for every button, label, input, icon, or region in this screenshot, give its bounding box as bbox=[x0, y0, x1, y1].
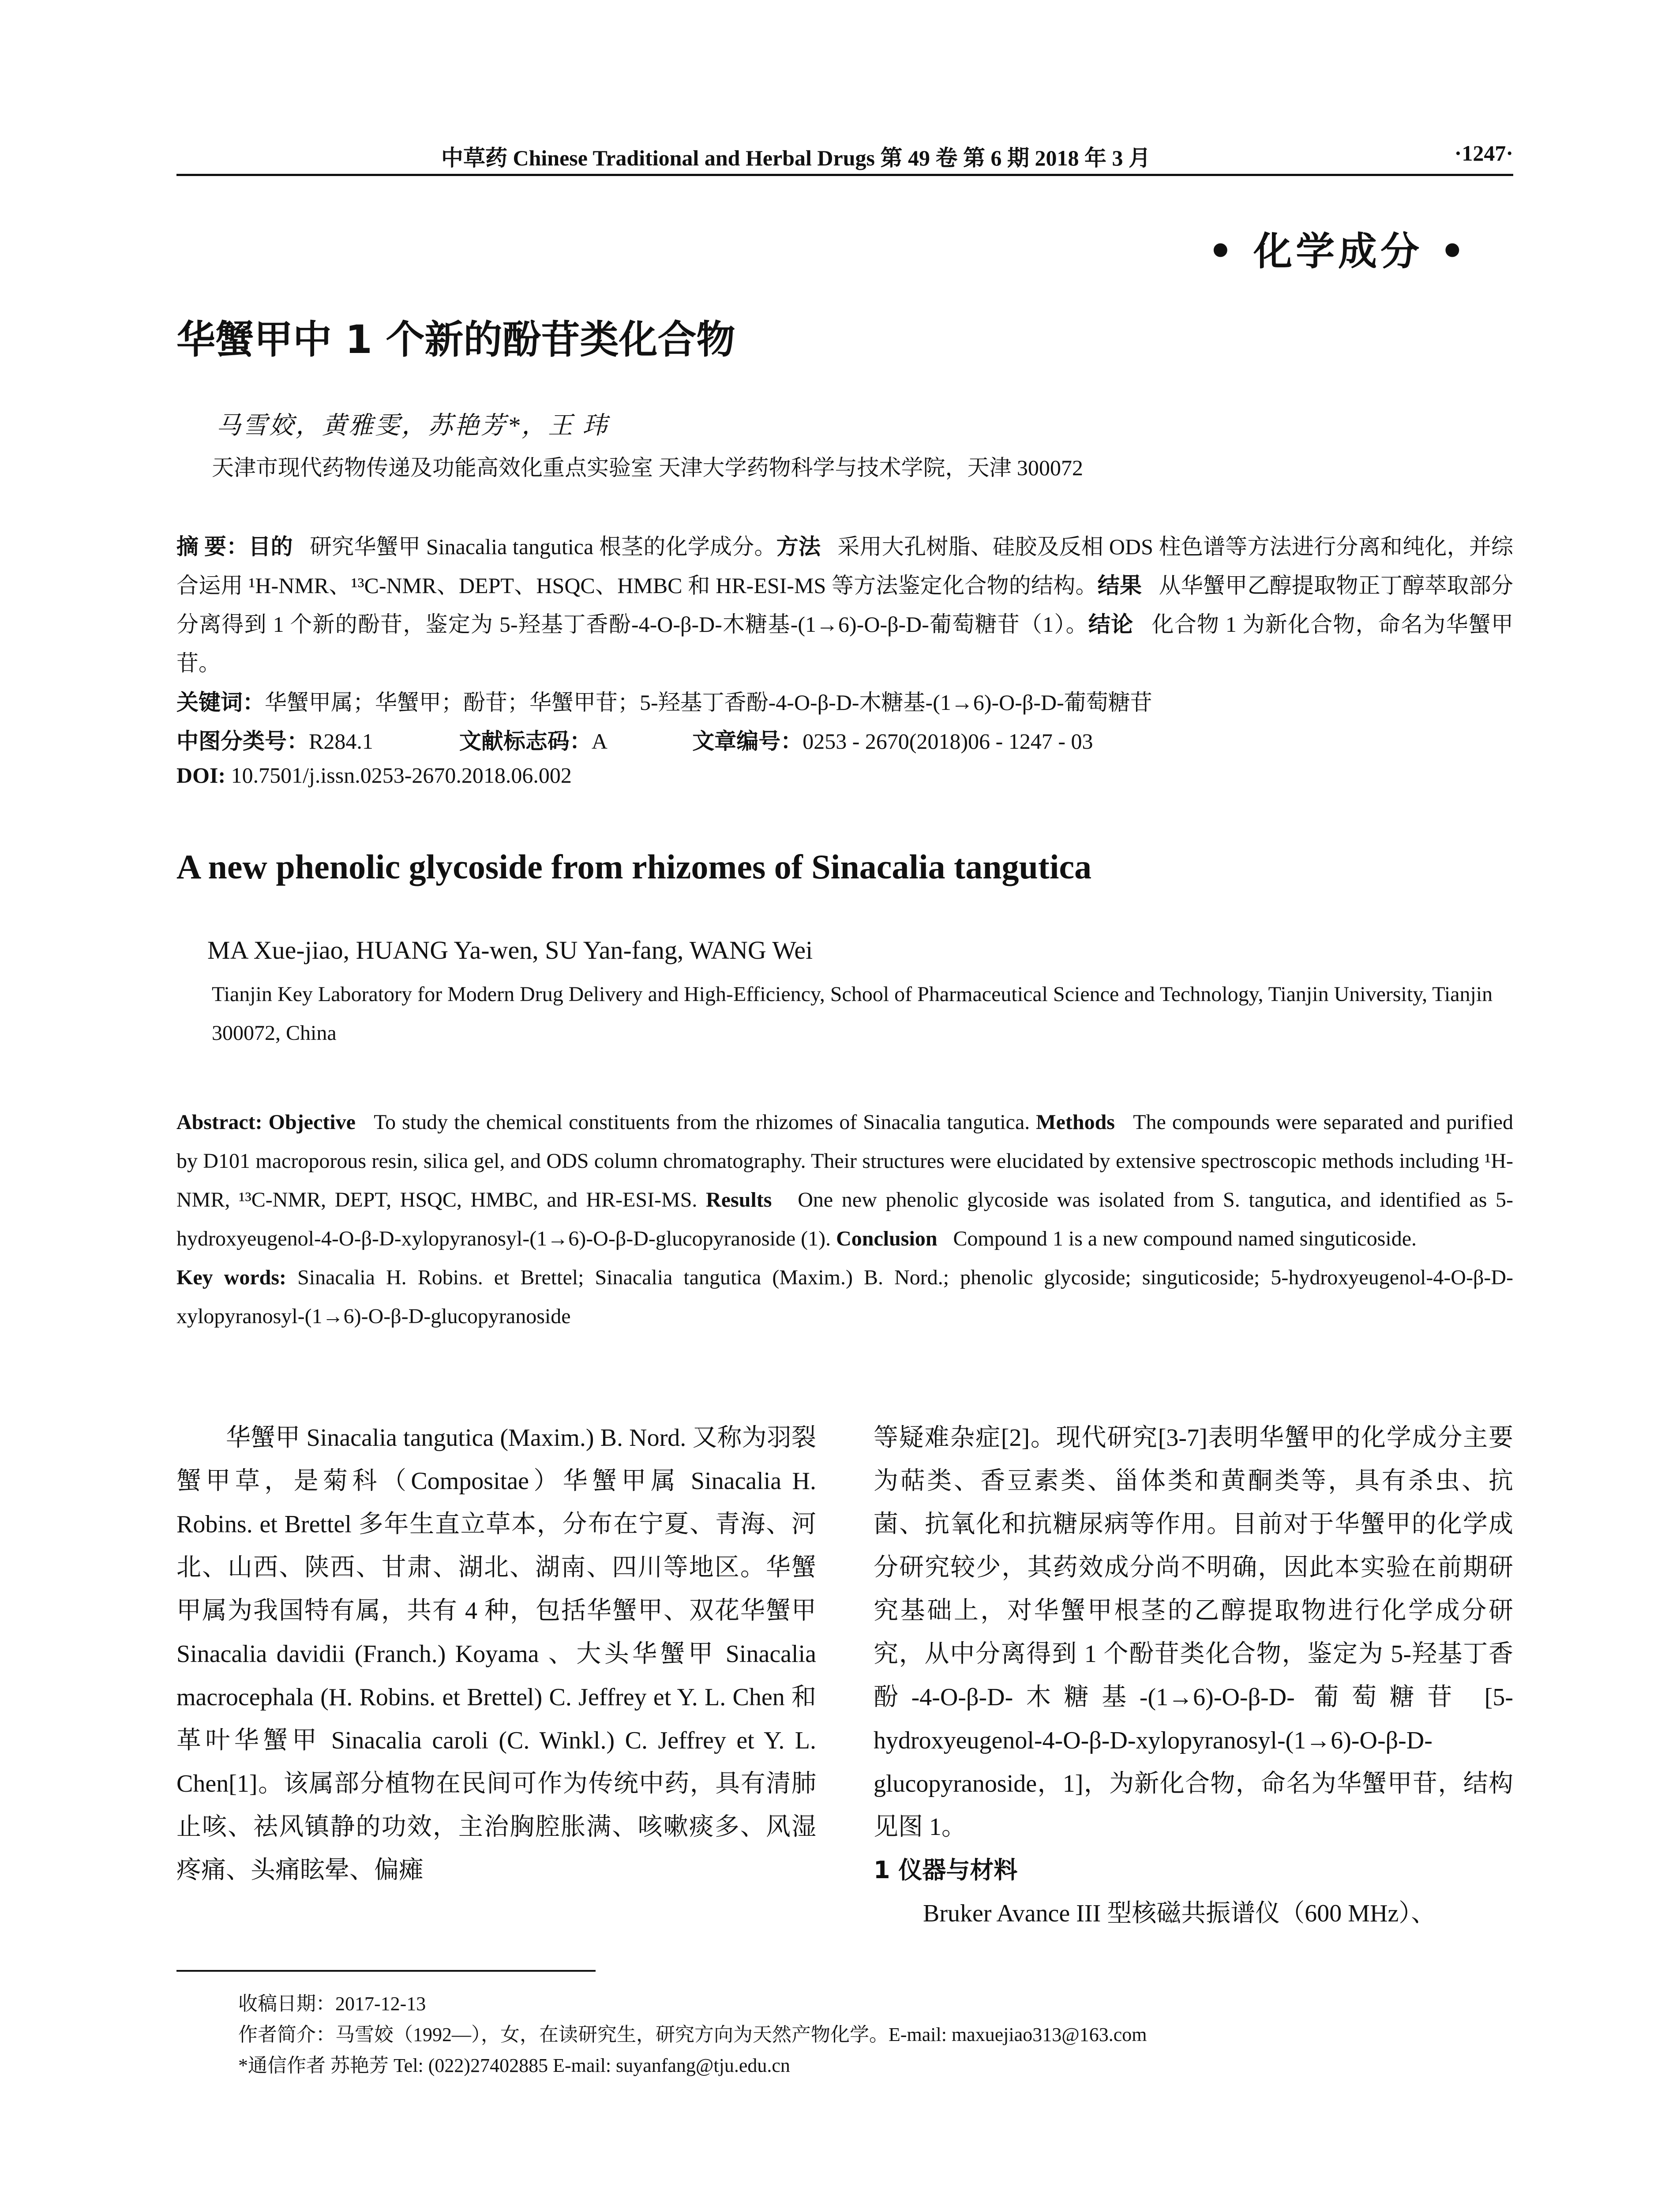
body-right-column bbox=[874, 1416, 1513, 1935]
keywords-en-label: Key words: bbox=[176, 1266, 287, 1289]
received-date: 收稿日期：2017-12-13 bbox=[238, 1993, 426, 2015]
conclusion-label-cn: 结论 bbox=[1088, 612, 1134, 637]
section-heading: 1 仪器与材料 bbox=[874, 1856, 1018, 1884]
authors-en: MA Xue-jiao, HUANG Ya-wen, SU Yan-fang, WANG Wei bbox=[207, 936, 813, 964]
doc-value: A bbox=[591, 729, 607, 754]
body-right-last: Bruker Avance III 型核磁共振谱仪（600 MHz）、 bbox=[923, 1900, 1436, 1927]
abstract-en-label: Abstract: bbox=[176, 1111, 262, 1134]
page-number: ·1247· bbox=[1454, 141, 1513, 165]
doi-value: 10.7501/j.issn.0253-2670.2018.06.002 bbox=[231, 763, 572, 788]
article-value: 0253 - 2670(2018)06 - 1247 - 03 bbox=[802, 729, 1093, 754]
section-label: • 化学成分 • bbox=[1208, 229, 1468, 274]
body-left-column bbox=[176, 1416, 816, 1892]
keywords-en-text: Sinacalia H. Robins. et Brettel; Sinacalia tangutica (Maxim.) B. Nord.; phenolic glycoside; singuticoside; 5-hydroxyeugenol-4-O-β-D-xylopyranosyl-(1→6)-O-β-D-glucopyranoside bbox=[176, 1266, 1514, 1328]
keywords-cn bbox=[176, 685, 1152, 717]
results-en: One new phenolic glycoside was isolated from S. tangutica, and identified as 5-hydroxyeugenol-4-O-β-D-xylopyranosyl-(1→6)-O-β-D-glucopyranoside (1). bbox=[176, 1188, 1513, 1250]
objective-label-cn: 目的 bbox=[248, 534, 293, 559]
corresponding-author: *通信作者 苏艳芳 Tel: (022)27402885 E-mail: suyanfang@tju.edu.cn bbox=[238, 2055, 790, 2076]
clc-label: 中图分类号： bbox=[176, 729, 309, 754]
title-en: A new phenolic glycoside from rhizomes of Sinacalia tangutica bbox=[176, 848, 1092, 886]
keywords-cn-label: 关键词： bbox=[176, 690, 265, 715]
journal-line: 中草药 Chinese Traditional and Herbal Drugs 第 49 卷 第 6 期 2018 年 3 月 bbox=[441, 146, 1151, 170]
clc-value: R284.1 bbox=[309, 729, 373, 754]
body-left-paragraph: 华蟹甲 Sinacalia tangutica (Maxim.) B. Nord. 又称为羽裂蟹甲草，是菊科（Compositae）华蟹甲属 Sinacalia H. Robins. et Brettel 多年生直立草本，分布在宁夏、青海、河北、山西、陕西、甘肃、湖北、湖南、四川等地区。华蟹甲属为我国特有属，共有 4 种，包括华蟹甲、双花华蟹甲 Sinacalia davidii (Franch.) Koyama 、大头华蟹甲 Sinacalia macrocephala (H. Robins. et Brettel) C. Jeffrey et Y. L. Chen 和革叶华蟹甲 Sinacalia caroli (C. Winkl.) C. Jeffrey et Y. L. Chen[1]。该属部分植物在民间可作为传统中药，具有清肺止咳、祛风镇静的功效，主治胸腔胀满、咳嗽痰多、风湿疼痛、头痛眩晕、偏瘫 bbox=[176, 1424, 816, 1884]
footnote-rule bbox=[176, 1970, 596, 1972]
body-right-paragraph: 等疑难杂症[2]。现代研究[3-7]表明华蟹甲的化学成分主要为萜类、香豆素类、甾体类和黄酮类等，具有杀虫、抗菌、抗氧化和抗糖尿病等作用。目前对于华蟹甲的化学成分研究较少，其药效成分尚不明确，因此本实验在前期研究基础上，对华蟹甲根茎的乙醇提取物进行化学成分研究，从中分离得到 1 个酚苷类化合物，鉴定为 5-羟基丁香酚-4-O-β-D-木糖基-(1→6)-O-β-D- 葡萄糖苷 [5-hydroxyeugenol-4-O-β-D-xylopyranosyl-(1→6)-O-β-D-glucopyranoside，1]，为新化合物，命名为华蟹甲苷，结构见图 1。 bbox=[874, 1424, 1513, 1841]
conclusion-en: Compound 1 is a new compound named singuticoside. bbox=[953, 1227, 1417, 1250]
abstract-en bbox=[176, 1103, 1513, 1336]
methods-en: The compounds were separated and purified by D101 macroporous resin, silica gel, and ODS column chromatography. Their structures were elucidated by extensive spectroscopic methods including ¹H-NMR, ¹³C-NMR, DEPT, HSQC, HMBC, and HR-ESI-MS. bbox=[176, 1111, 1513, 1212]
results-label-cn: 结果 bbox=[1097, 573, 1142, 598]
objective-en: To study the chemical constituents from the rhizomes of Sinacalia tangutica. bbox=[374, 1111, 1030, 1134]
author-bio: 作者简介：马雪姣（1992—），女，在读研究生，研究方向为天然产物化学。E-mail: maxuejiao313@163.com bbox=[238, 2024, 1147, 2045]
classification-line bbox=[176, 724, 1093, 755]
abstract-cn bbox=[176, 527, 1513, 683]
conclusion-label-en: Conclusion bbox=[836, 1227, 938, 1250]
methods-label-en: Methods bbox=[1036, 1111, 1115, 1134]
methods-cn: 采用大孔树脂、硅胶及反相 ODS 柱色谱等方法进行分离和纯化，并综合运用 ¹H-NMR、¹³C-NMR、DEPT、HSQC、HMBC 和 HR-ESI-MS 等方法鉴定化合物的结构。 bbox=[176, 534, 1514, 598]
article-label: 文章编号： bbox=[692, 729, 803, 754]
objective-label-en: Objective bbox=[268, 1111, 356, 1134]
header-rule bbox=[176, 174, 1513, 176]
objective-cn: 研究华蟹甲 Sinacalia tangutica 根茎的化学成分。 bbox=[310, 534, 776, 559]
running-header bbox=[176, 140, 1513, 176]
affiliation-cn: 天津市现代药物传递及功能高效化重点实验室 天津大学药物科学与技术学院，天津 300072 bbox=[212, 455, 1083, 480]
results-cn: 从华蟹甲乙醇提取物正丁醇萃取部分分离得到 1 个新的酚苷，鉴定为 5-羟基丁香酚-4-O-β-D-木糖基-(1→6)-O-β-D-葡萄糖苷（1）。 bbox=[176, 573, 1514, 637]
doi-line bbox=[176, 762, 572, 788]
keywords-cn-text: 华蟹甲属；华蟹甲；酚苷；华蟹甲苷；5-羟基丁香酚-4-O-β-D-木糖基-(1→6)-O-β-D-葡萄糖苷 bbox=[265, 690, 1152, 715]
results-label-en: Results bbox=[706, 1188, 772, 1212]
methods-label-cn: 方法 bbox=[776, 534, 821, 559]
doc-label: 文献标志码： bbox=[459, 729, 592, 754]
title-cn: 华蟹甲中 1 个新的酚苷类化合物 bbox=[176, 317, 735, 362]
abstract-cn-label: 摘 要： bbox=[176, 534, 249, 559]
affiliation-en: Tianjin Key Laboratory for Modern Drug Delivery and High-Efficiency, School of Pharmaceutical Science and Technology, Tianjin University, Tianjin 300072, China bbox=[212, 983, 1493, 1045]
conclusion-cn: 化合物 1 为新化合物，命名为华蟹甲苷。 bbox=[176, 612, 1513, 675]
authors-cn: 马雪姣，黄雅雯，苏艳芳*，王 玮 bbox=[216, 412, 609, 439]
doi-label: DOI: bbox=[176, 763, 226, 788]
